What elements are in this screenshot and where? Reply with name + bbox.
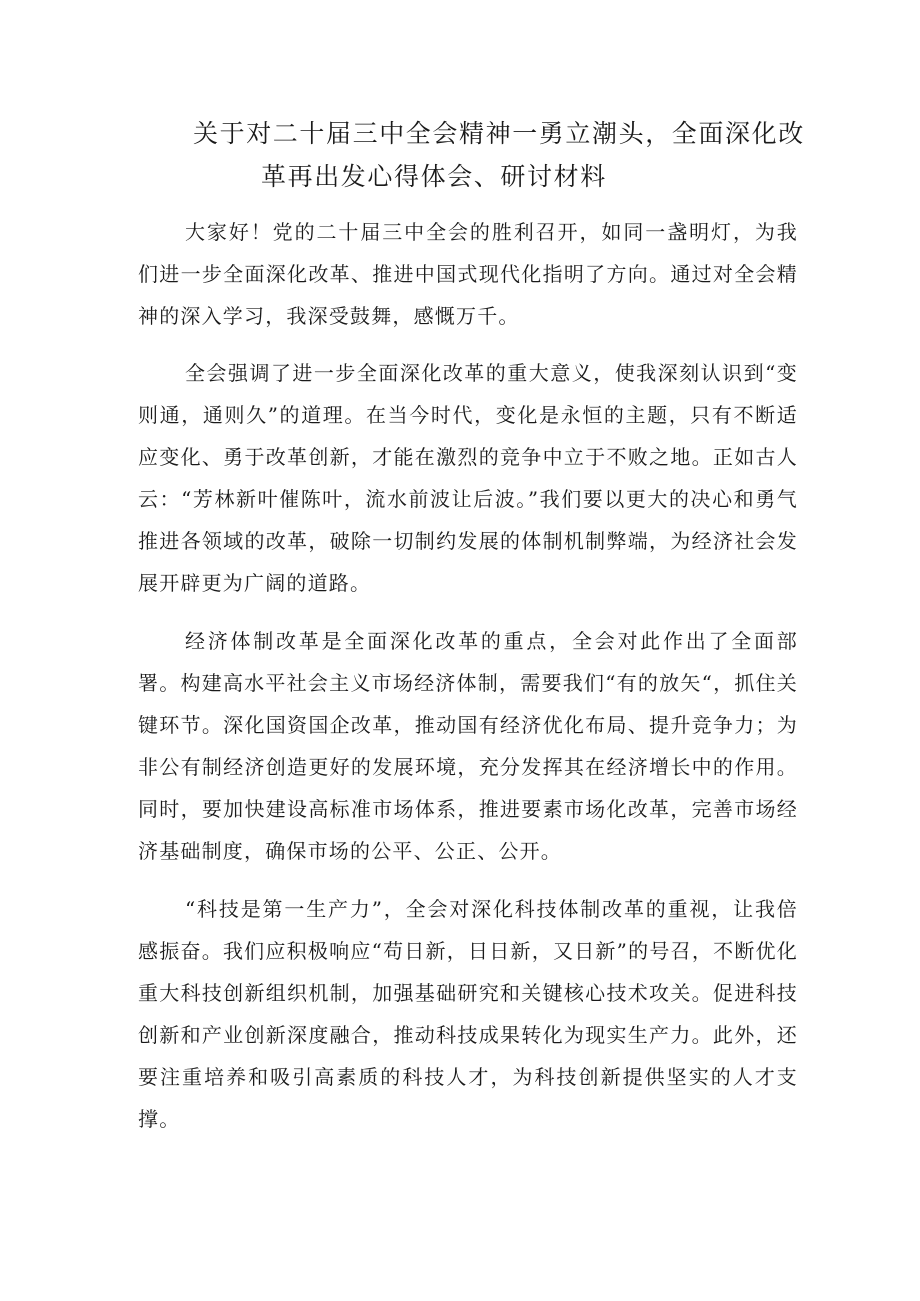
document-title-line-2: 革再出发心得体会、研讨材料: [261, 162, 607, 191]
paragraph-greeting: 大家好！党的二十届三中全会的胜利召开，如同一盏明灯，为我们进一步全面深化改革、推进中国式现代化指明了方向。通过对全会精神的深入学习，我深受鼓舞，感慨万千。: [138, 220, 798, 328]
document-title-line-1: 关于对二十届三中全会精神一勇立潮头，全面深化改: [193, 119, 805, 148]
paragraph-reform-significance: 全会强调了进一步全面深化改革的重大意义，使我深刻认识到“变则通，通则久”的道理。在当今时代，变化是永恒的主题，只有不断适应变化、勇于改革创新，才能在激烈的竞争中立于不败之地。正如古人云：“芳林新叶催陈叶，流水前波让后波。”我们要以更大的决心和勇气推进各领域的改革，破除一切制约发展的体制机制弊端，为经济社会发展开辟更为广阔的道路。: [138, 361, 798, 595]
paragraph-tech-reform: “科技是第一生产力”，全会对深化科技体制改革的重视，让我倍感振奋。我们应积极响应“苟日新，日日新，又日新”的号召，不断优化重大科技创新组织机制，加强基础研究和关键核心技术攻关。促进科技创新和产业创新深度融合，推动科技成果转化为现实生产力。此外，还要注重培养和吸引高素质的科技人才，为科技创新提供坚实的人才支撑。: [138, 897, 798, 1131]
paragraph-economic-reform: 经济体制改革是全面深化改革的重点，全会对此作出了全面部署。构建高水平社会主义市场经济体制，需要我们“有的放矢“，抓住关键环节。深化国资国企改革，推动国有经济优化布局、提升竞争力；为非公有制经济创造更好的发展环境，充分发挥其在经济增长中的作用。同时，要加快建设高标准市场体系，推进要素市场化改革，完善市场经济基础制度，确保市场的公平、公正、公开。: [138, 629, 798, 863]
